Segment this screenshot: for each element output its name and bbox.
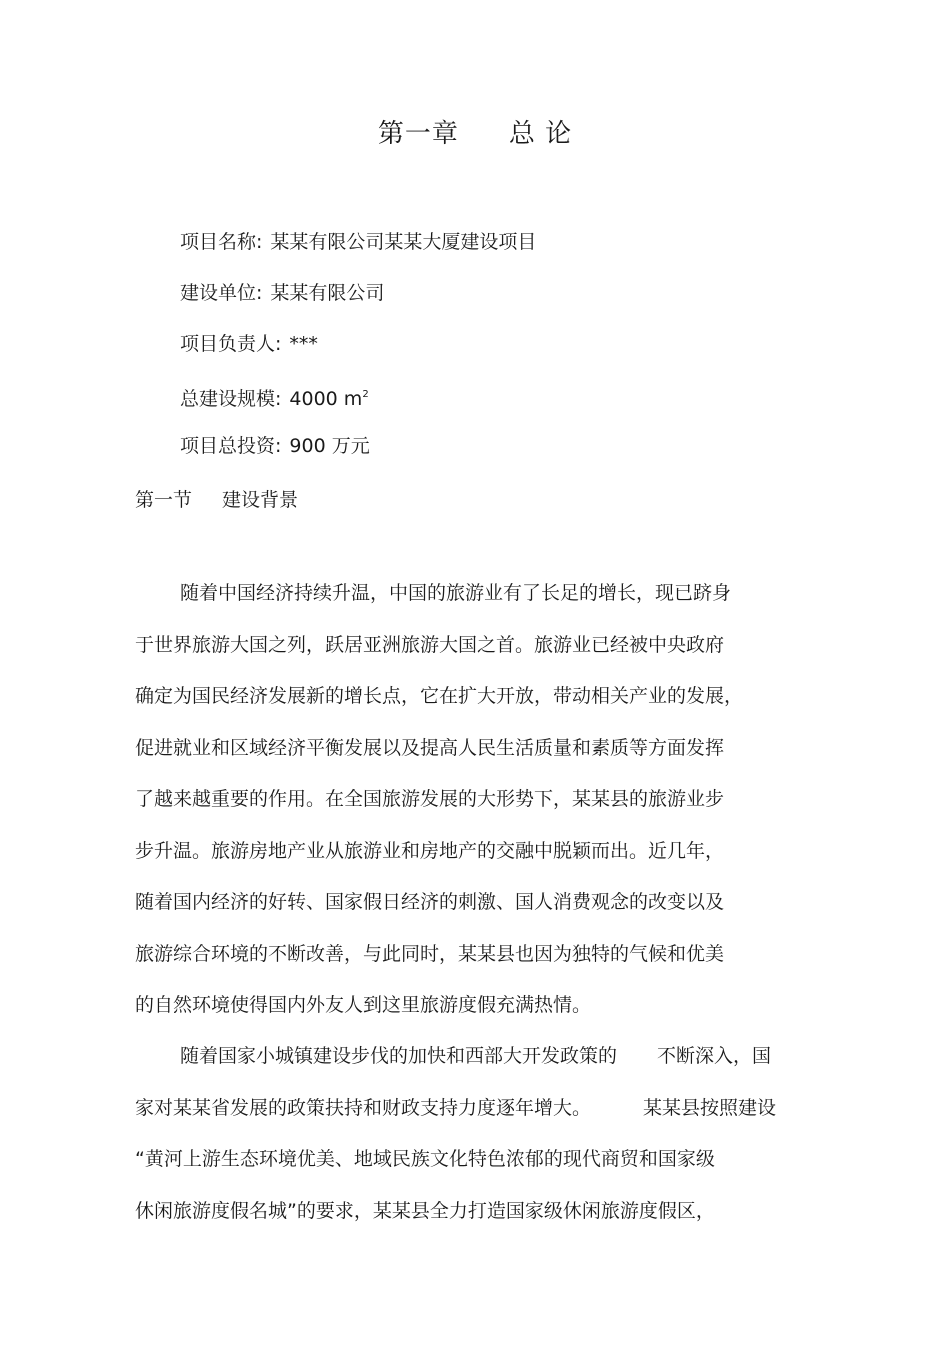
scale-value: 4000 m: [289, 388, 363, 410]
info-value: [289, 379, 368, 415]
paragraph-1: [135, 577, 743, 1041]
info-value: ***: [289, 333, 318, 355]
paragraph-line: 确定为国民经济发展新的增长点，它在扩大开放，带动相关产业的发展，: [135, 685, 744, 707]
paragraph-text: 家对某某省发展的政策扶持和财政支持力度逐年增大。: [135, 1096, 592, 1119]
info-label: 总建设规模:: [180, 388, 282, 410]
paragraph-text: 某某县按照建设: [643, 1096, 777, 1119]
info-total-investment: [180, 430, 536, 481]
paragraph-line: 休闲旅游度假名城”的要求，某某县全力打造国家级休闲旅游度假区，: [135, 1199, 715, 1222]
paragraph-line: 旅游综合环境的不断改善，与此同时，某某县也因为独特的气候和优美: [135, 942, 725, 965]
paragraph-text: 随着国家小城镇建设步伐的加快和西部大开发政策的: [180, 1045, 618, 1067]
paragraph-line: 的自然环境使得国内外友人到这里旅游度假充满热情。: [135, 994, 592, 1016]
section-name: 建设背景: [222, 489, 299, 511]
section-title: [135, 484, 298, 516]
info-project-leader: [180, 328, 536, 379]
info-label: 建设单位:: [180, 282, 263, 304]
info-label: 项目名称:: [180, 231, 263, 253]
chapter-title: [0, 114, 950, 154]
info-label: 项目负责人:: [180, 333, 282, 355]
paragraph-2: [135, 1040, 776, 1246]
section-number: 第一节: [135, 489, 193, 511]
paragraph-line: 了越来越重要的作用。在全国旅游发展的大形势下，某某县的旅游业步: [135, 788, 725, 810]
paragraph-line: 随着中国经济持续升温，中国的旅游业有了长足的增长，现已跻身: [180, 582, 732, 604]
chapter-number: 第一章: [377, 119, 459, 149]
unit-superscript: 2: [362, 389, 369, 400]
paragraph-line: “黄河上游生态环境优美、地域民族文化特色浓郁的现代商贸和国家级: [135, 1148, 715, 1170]
info-value: 某某有限公司某某大厦建设项目: [270, 231, 537, 253]
paragraph-line: 随着国内经济的好转、国家假日经济的刺激、国人消费观念的改变以及: [135, 891, 725, 913]
info-total-scale: [180, 379, 536, 430]
paragraph-text: 不断深入，国: [657, 1045, 772, 1067]
paragraph-line: 步升温。旅游房地产业从旅游业和房地产的交融中脱颖而出。近几年，: [135, 839, 725, 862]
paragraph-line: [135, 1092, 776, 1144]
info-value: 900 万元: [289, 435, 370, 457]
project-info-list: [180, 226, 536, 481]
info-construction-unit: [180, 277, 536, 328]
info-label: 项目总投资:: [180, 435, 282, 457]
info-project-name: [180, 226, 536, 277]
paragraph-line: [135, 1040, 776, 1092]
info-value: 某某有限公司: [270, 282, 385, 304]
paragraph-line: 于世界旅游大国之列，跃居亚洲旅游大国之首。旅游业已经被中央政府: [135, 633, 725, 656]
paragraph-line: 促进就业和区域经济平衡发展以及提高人民生活质量和素质等方面发挥: [135, 736, 725, 759]
chapter-name: 总 论: [508, 119, 573, 149]
